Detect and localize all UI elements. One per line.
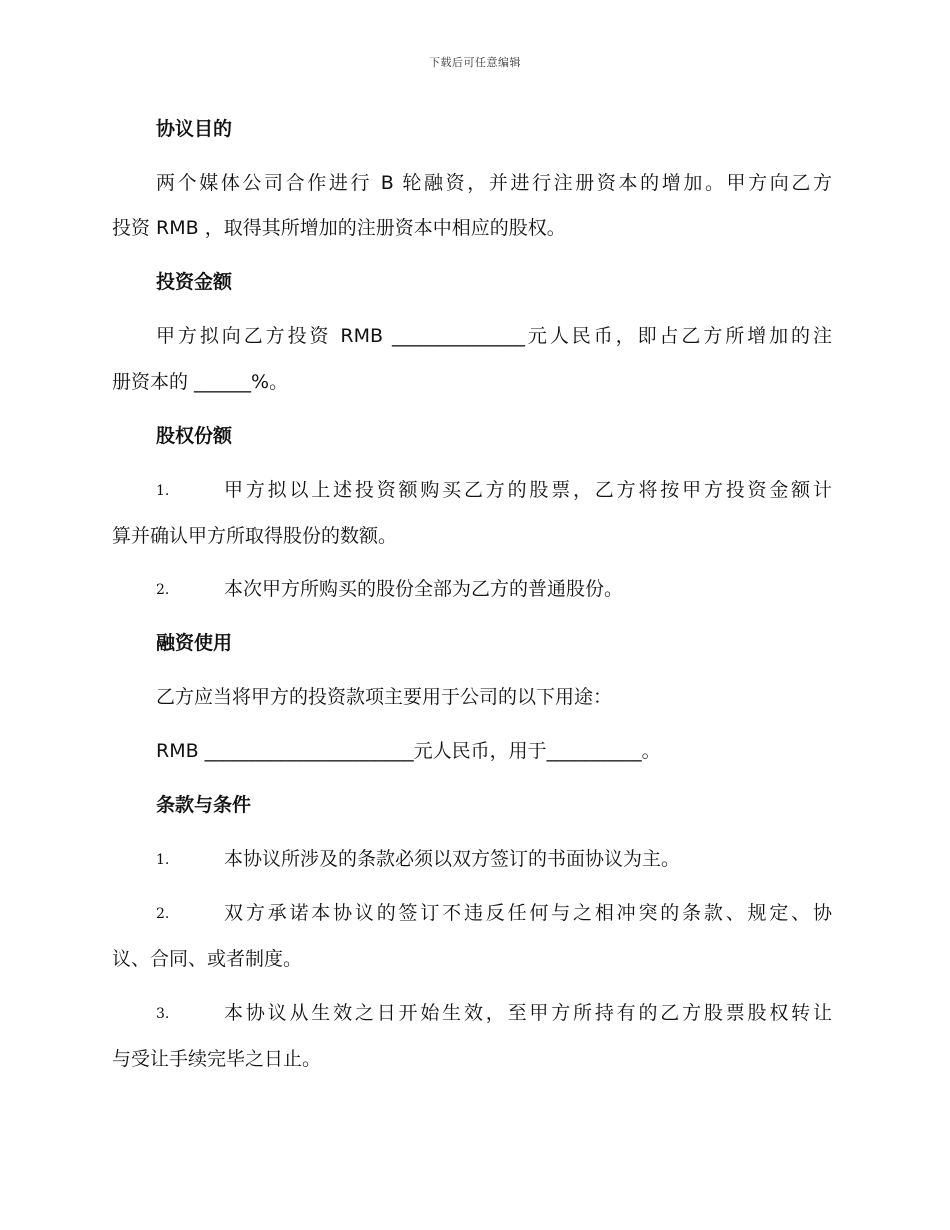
equity-item-2-number: 2. bbox=[156, 582, 170, 598]
section-title-terms: 条款与条件 bbox=[156, 794, 252, 816]
equity-item-1-number: 1. bbox=[156, 483, 170, 499]
amount-paragraph-line-1: 甲方拟向乙方投资 RMB ______________元人民币，即占乙方所增加的注 bbox=[156, 325, 832, 347]
equity-item-2-line-1: 本次甲方所购买的股份全部为乙方的普通股份。 bbox=[224, 578, 624, 600]
page-header: 下载后可任意编辑 bbox=[429, 56, 521, 69]
section-title-equity: 股权份额 bbox=[156, 425, 233, 447]
terms-item-2-number: 2. bbox=[156, 906, 170, 922]
terms-item-1-number: 1. bbox=[156, 852, 170, 868]
equity-item-1-line-2: 算并确认甲方所取得股份的数额。 bbox=[112, 525, 398, 547]
use-paragraph-line-2: RMB ______________________元人民币，用于__________。 bbox=[156, 740, 661, 762]
terms-item-2-line-1: 双方承诺本协议的签订不违反任何与之相冲突的条款、规定、协 bbox=[224, 902, 832, 924]
terms-item-3-number: 3. bbox=[156, 1006, 170, 1022]
section-title-use: 融资使用 bbox=[156, 632, 233, 654]
terms-item-3-line-1: 本协议从生效之日开始生效，至甲方所持有的乙方股票股权转让 bbox=[224, 1002, 832, 1024]
section-title-purpose: 协议目的 bbox=[156, 118, 233, 140]
section-title-amount: 投资金额 bbox=[156, 271, 233, 293]
terms-item-2-line-2: 议、合同、或者制度。 bbox=[112, 948, 303, 970]
use-paragraph-line-1: 乙方应当将甲方的投资款项主要用于公司的以下用途： bbox=[156, 686, 613, 708]
equity-item-1-line-1: 甲方拟以上述投资额购买乙方的股票，乙方将按甲方投资金额计 bbox=[224, 479, 832, 501]
purpose-paragraph-line-1: 两个媒体公司合作进行 B 轮融资，并进行注册资本的增加。甲方向乙方 bbox=[156, 172, 832, 194]
terms-item-3-line-2: 与受让手续完毕之日止。 bbox=[112, 1048, 322, 1070]
terms-item-1-line-1: 本协议所涉及的条款必须以双方签订的书面协议为主。 bbox=[224, 848, 681, 870]
purpose-paragraph-line-2: 投资 RMB ，取得其所增加的注册资本中相应的股权。 bbox=[112, 217, 566, 239]
amount-paragraph-line-2: 册资本的 ______%。 bbox=[112, 371, 289, 393]
